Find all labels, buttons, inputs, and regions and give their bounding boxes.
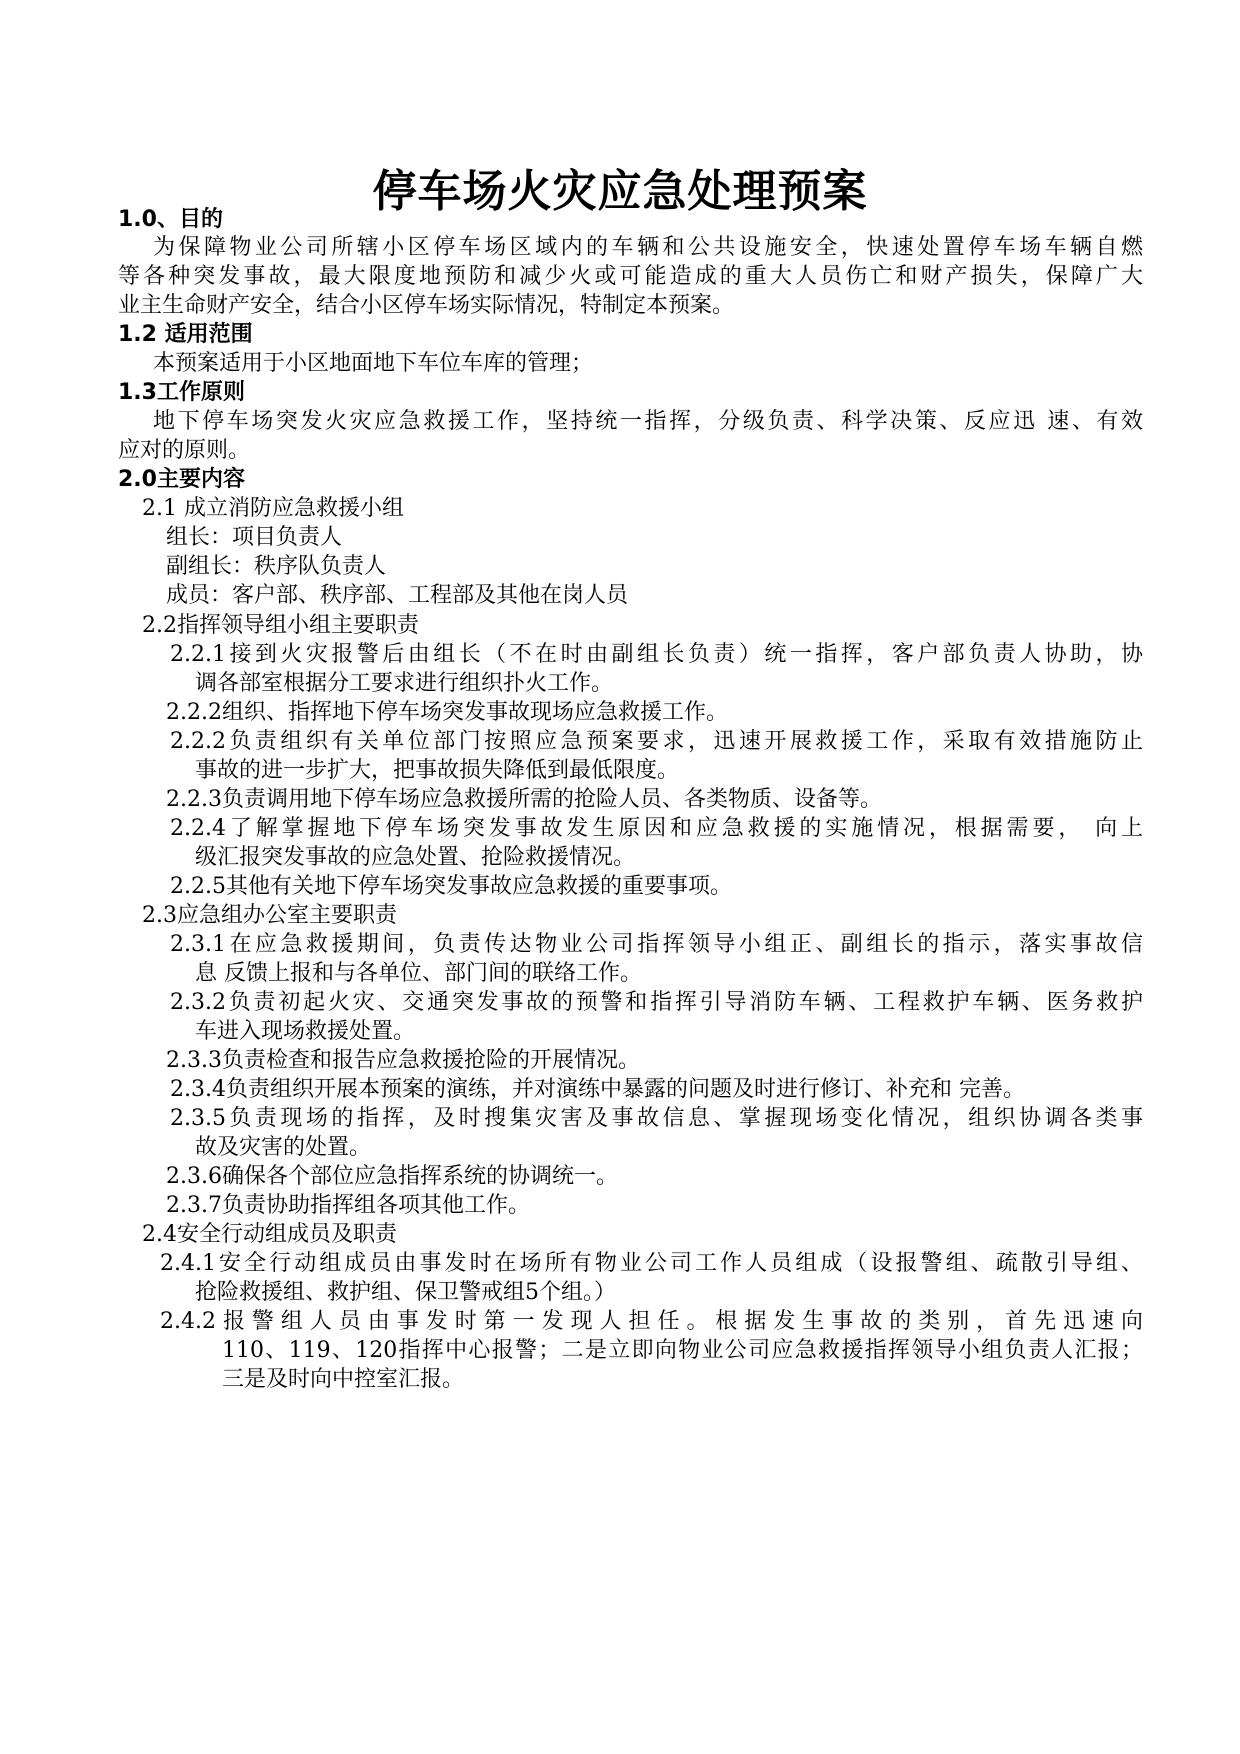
clause-line: 2.2.3负责调用地下停车场应急救援所需的抢险人员、各类物质、设备等。 — [166, 787, 882, 812]
subsection-heading: 2.1 成立消防应急救援小组 — [142, 496, 404, 521]
list-line: 组长：项目负责人 — [166, 525, 343, 550]
clause-line: 2.3.1在应急救援期间，负责传达物业公司指挥领导小组正、副组长的指示，落实事故信 — [170, 932, 1143, 957]
subsection-heading: 2.2指挥领导组小组主要职责 — [142, 613, 419, 638]
clause-line: 2.3.7负责协助指挥组各项其他工作。 — [166, 1193, 530, 1218]
clause-line: 2.2.2组织、指挥地下停车场突发事故现场应急救援工作。 — [166, 700, 728, 725]
subsection-heading: 2.3应急组办公室主要职责 — [142, 903, 397, 928]
paragraph-line: 地下停车场突发火灾应急救援工作，坚持统一指挥，分级负责、科学决策、反应迅 速、有效 — [153, 409, 1143, 434]
clause-line: 抢险救援组、救护组、保卫警戒组5个组。） — [195, 1280, 616, 1305]
section-heading: 1.3工作原则 — [118, 380, 245, 405]
paragraph-line: 应对的原则。 — [118, 438, 251, 463]
clause-line: 2.3.5负责现场的指挥，及时搜集灾害及事故信息、掌握现场变化情况，组织协调各类事 — [170, 1106, 1143, 1131]
clause-line: 2.2.2负责组织有关单位部门按照应急预案要求，迅速开展救援工作，采取有效措施防止 — [170, 729, 1143, 754]
clause-line: 故及灾害的处置。 — [195, 1135, 372, 1160]
clause-line: 2.3.6确保各个部位应急指挥系统的协调统一。 — [166, 1164, 618, 1189]
section-heading: 1.2 适用范围 — [118, 322, 253, 347]
clause-line: 2.2.5其他有关地下停车场突发事故应急救援的重要事项。 — [170, 874, 732, 899]
list-line: 成员：客户部、秩序部、工程部及其他在岗人员 — [166, 583, 629, 608]
clause-line: 事故的进一步扩大，把事故损失降低到最低限度。 — [195, 758, 680, 783]
list-line: 副组长：秩序队负责人 — [166, 554, 387, 579]
paragraph-line: 为保障物业公司所辖小区停车场区域内的车辆和公共设施安全，快速处置停车场车辆自燃 — [153, 235, 1143, 260]
clause-line: 2.4.2报警组人员由事发时第一发现人担任。根据发生事故的类别，首先迅速向 — [160, 1309, 1143, 1334]
subsection-heading: 2.4安全行动组成员及职责 — [142, 1222, 397, 1247]
clause-line: 调各部室根据分工要求进行组织扑火工作。 — [195, 671, 614, 696]
clause-line: 2.4.1安全行动组成员由事发时在场所有物业公司工作人员组成（设报警组、疏散引导组、 — [160, 1251, 1143, 1276]
clause-line: 2.2.1接到火灾报警后由组长（不在时由副组长负责）统一指挥，客户部负责人协助，协 — [170, 642, 1143, 667]
paragraph-line: 等各种突发事故，最大限度地预防和减少火或可能造成的重大人员伤亡和财产损失，保障广大 — [118, 264, 1143, 289]
section-heading: 1.0、目的 — [118, 207, 223, 232]
document-title: 停车场火灾应急处理预案 — [372, 166, 868, 217]
clause-line: 2.3.4负责组织开展本预案的演练，并对演练中暴露的问题及时进行修订、补充和 完善。 — [170, 1077, 1025, 1102]
clause-line: 息 反馈上报和与各单位、部门间的联络工作。 — [195, 961, 642, 986]
clause-line: 2.3.2负责初起火灾、交通突发事故的预警和指挥引导消防车辆、工程救护车辆、医务救护 — [170, 990, 1143, 1015]
paragraph-line: 本预案适用于小区地面地下车位车库的管理； — [153, 351, 594, 376]
paragraph-line: 业主生命财产安全，结合小区停车场实际情况，特制定本预案。 — [118, 293, 735, 318]
clause-line: 2.3.3负责检查和报告应急救援抢险的开展情况。 — [166, 1048, 640, 1073]
section-heading: 2.0主要内容 — [118, 467, 245, 492]
clause-line: 级汇报突发事故的应急处置、抢险救援情况。 — [195, 845, 636, 870]
clause-line: 车进入现场救援处置。 — [195, 1019, 416, 1044]
clause-line: 110、119、120指挥中心报警；二是立即向物业公司应急救援指挥领导小组负责人汇报； — [222, 1338, 1143, 1363]
clause-line: 三是及时向中控室汇报。 — [222, 1367, 465, 1392]
clause-line: 2.2.4了解掌握地下停车场突发事故发生原因和应急救援的实施情况，根据需要， 向上 — [170, 816, 1143, 841]
